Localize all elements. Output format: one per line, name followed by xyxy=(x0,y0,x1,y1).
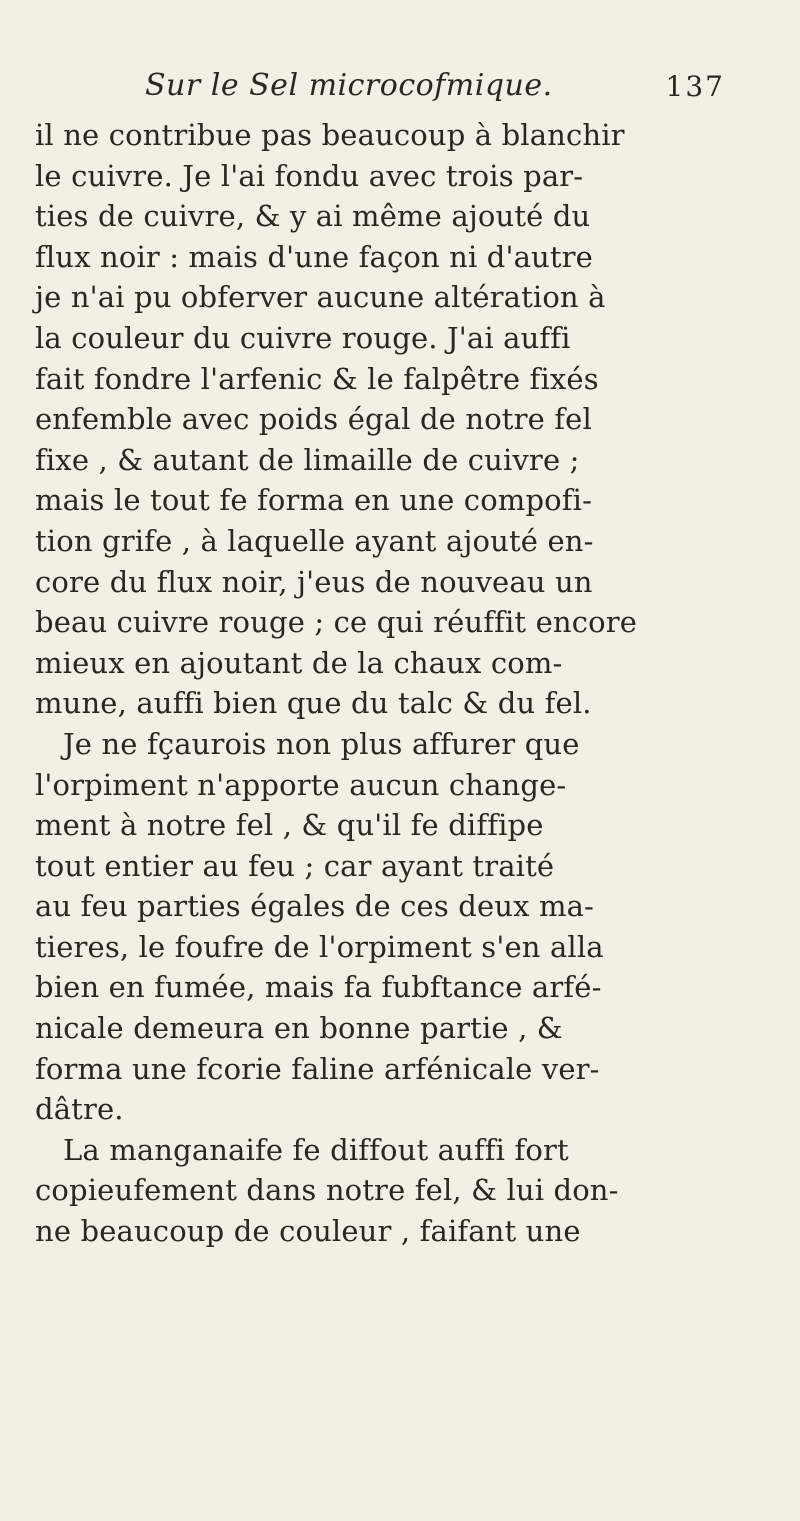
text-line: ment à notre fel , & qu'il fe diffipe xyxy=(35,808,544,843)
text-line: forma une fcorie faline arfénicale ver- xyxy=(35,1051,600,1086)
text-line: fixe , & autant de limaille de cuivre ; xyxy=(35,442,580,477)
text-line: le cuivre. Je l'ai fondu avec trois par- xyxy=(35,158,584,193)
text-line: dâtre. xyxy=(35,1092,124,1127)
page-header xyxy=(145,68,725,108)
text-line: flux noir : mais d'une façon ni d'autre xyxy=(35,239,593,274)
text-line: il ne contribue pas beaucoup à blanchir xyxy=(35,118,625,152)
text-line: fait fondre l'arfenic & le falpêtre fixés xyxy=(35,361,599,396)
text-line: beau cuivre rouge ; ce qui réuffit encore xyxy=(35,605,638,640)
text-line: tout entier au feu ; car ayant traité xyxy=(35,848,555,883)
paragraph-start-line: La manganaife fe diffout auffi fort xyxy=(63,1132,569,1167)
text-line: copieufement dans notre fel, & lui don- xyxy=(35,1173,619,1208)
text-line: la couleur du cuivre rouge. J'ai auffi xyxy=(35,320,571,355)
text-line: nicale demeura en bonne partie , & xyxy=(35,1011,563,1046)
text-line: mais le tout fe forma en une compofi- xyxy=(35,483,593,518)
running-title: Sur le Sel microcofmique. xyxy=(145,68,553,103)
page-number: 137 xyxy=(665,70,725,103)
text-line: mune, auffi bien que du talc & du fel. xyxy=(35,686,592,721)
text-line: je n'ai pu obferver aucune altération à xyxy=(35,280,606,315)
text-line: tion grife , à laquelle ayant ajouté en- xyxy=(35,523,594,558)
text-line: au feu parties égales de ces deux ma- xyxy=(35,889,594,924)
body-text xyxy=(35,115,795,1252)
text-line: core du flux noir, j'eus de nouveau un xyxy=(35,564,593,599)
text-line: ne beaucoup de couleur , faifant une xyxy=(35,1214,581,1249)
text-line: bien en fumée, mais fa fubftance arfé- xyxy=(35,970,602,1005)
text-line: ties de cuivre, & y ai même ajouté du xyxy=(35,199,591,234)
text-line: enfemble avec poids égal de notre fel xyxy=(35,402,592,437)
text-line: l'orpiment n'apporte aucun change- xyxy=(35,767,567,802)
paragraph-start-line: Je ne fçaurois non plus affurer que xyxy=(63,726,580,761)
text-line: tieres, le foufre de l'orpiment s'en alla xyxy=(35,929,604,964)
text-line: mieux en ajoutant de la chaux com- xyxy=(35,645,563,680)
